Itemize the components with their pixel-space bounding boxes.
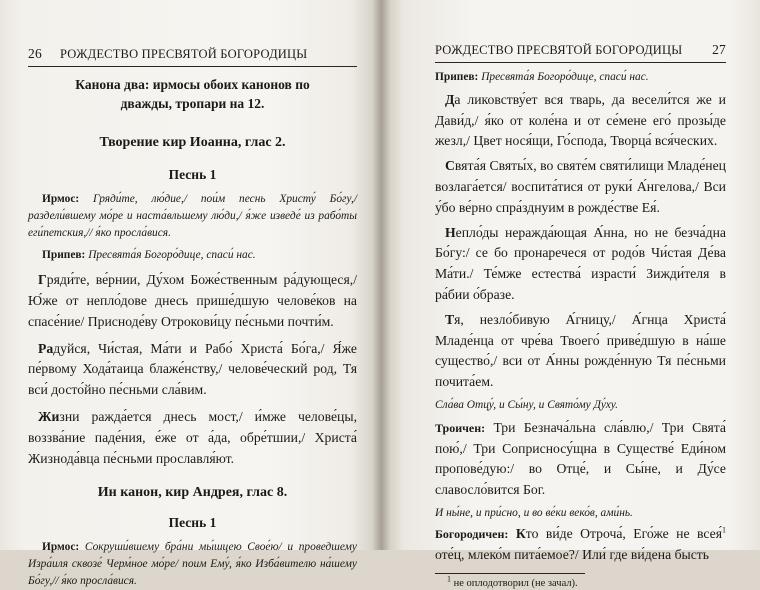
troparion-initial: Ра — [38, 340, 54, 356]
troparion-initial: С — [445, 158, 455, 174]
troparion-text: вята́я Святы́х, во святе́м святи́лищи Младе́нец возлага́ется/ воспита́тися от руки́ А́нгелова,/ Вси у́бо ве́рно спра́зднуим в рожде́стве Ея́. — [435, 158, 726, 215]
theotokion-initial: К — [515, 525, 526, 541]
troparion-initial: Г — [38, 272, 47, 288]
theotokion — [435, 524, 726, 566]
troparion-initial: Д — [445, 91, 455, 107]
left-running-title: РОЖДЕСТВО ПРЕСВЯТОЙ БОГОРОДИЦЫ — [60, 47, 308, 61]
canon1-title: Творение кир Иоанна, глас 2. — [99, 135, 286, 150]
refrain-label: Припев: — [42, 249, 86, 262]
irmos2-text: Сокруши́вшему бра́ни мы́шцею Свое́ю/ и проведшему Изра́иля сквозе́ Черм́ное мо́ре/ поим Ему́, я́ко Изба́вителю на́шему Бо́гу,// я́ко просла́вися. — [28, 541, 357, 587]
troparion-text: а ликовству́ет вся тварь, да весели́тся же и Дави́д,/ я́ко от коле́на и от се́мене его́ прозы́де жезл,/ Цвет нося́щи, Го́спода, Творца́ вся́ческих. — [435, 91, 726, 149]
refrain-paragraph — [435, 69, 726, 86]
irmos-paragraph — [28, 191, 357, 241]
right-page-number: 27 — [712, 42, 726, 57]
song1-title: Песнь 1 — [168, 167, 217, 182]
glory-doxology: Сла́ва Отцу́, и Сы́ну, и Свято́му Ду́ху. — [435, 398, 618, 411]
trinity-label: Троичен: — [435, 420, 486, 435]
refrain-text: Пресвята́я Богоро́дице, спаси́ нас. — [481, 71, 649, 83]
troparion-text: ряди́те, ве́рнии, Ду́хом Боже́ственным ра́дующеся,/ Ю́же от непло́довe днесь прише́дшую челове́ков на спасе́ние/ Присноде́ву Отрокови́цу пе́сньми почти́м. — [28, 272, 357, 329]
theotokion-label: Богородичен: — [435, 526, 509, 541]
trinity-text: Три Безнача́льна сла́влю,/ Три Свята́ пою́,/ Три Соприсносу́щна в Существе́ Еди́ном пропове́дую:/ во Отце́, и Сы́не, и Ду́се славосло́вится Бог. — [435, 419, 727, 498]
troparion — [28, 270, 357, 332]
troparion-initial: Н — [445, 224, 456, 240]
canon2-title: Ин канон, кир Андрея, глас 8. — [97, 485, 288, 501]
right-running-header — [435, 40, 726, 63]
troparion-text: епло́ды неражда́ющая А́нна, но не безча́дна Бо́гу:/ се бо пронаречеся от родо́в Чи́стая Де́ва Ма́ти./ Те́мже естества́ изрaсти́ Зижди́теля в ра́бии о́бразе. — [435, 224, 726, 302]
troparion — [28, 339, 357, 401]
left-running-header — [28, 44, 357, 67]
troparion — [435, 156, 726, 218]
theotokion-text-a: то ви́де Отроча́, Его́же не всея́ — [525, 525, 723, 541]
troparion-initial: Жи — [38, 408, 60, 424]
footnote-mark: 1 — [447, 574, 451, 584]
irmos-label: Ирмос: — [42, 193, 80, 205]
trinity-troparion — [435, 418, 726, 501]
footnote-text: не оплодотворил (не зачал). — [451, 578, 578, 590]
right-running-title: РОЖДЕСТВО ПРЕСВЯТОЙ БОГОРОДИЦЫ — [435, 43, 683, 57]
troparion — [28, 407, 357, 469]
left-page-number: 26 — [28, 46, 42, 61]
irmos2-paragraph — [28, 539, 357, 589]
troparion-text: дуйся, Чи́стая, Ма́ти и Рабо́ Христа́ Бо́га,/ Я́же пе́рвому Хода́таица блаже́нству,/ челове́ческий род, Тя вси́ досто́йно пе́сньми сла́вим. — [28, 340, 357, 398]
irmos-text: Гряди́те, лю́дие,/ пои́м песнь Христу́ Бо́гу,/ раздели́вшему мо́ре и наста́вльшему лю́ди,/ я́же изведе́ из рабо́ты еги́петския,// я́ко просла́вися. — [28, 193, 357, 239]
troparion — [435, 223, 726, 306]
troparion-initial: Т — [445, 311, 455, 327]
refrain-label: Припев: — [435, 71, 479, 83]
refrain-paragraph — [28, 247, 357, 264]
troparion-text: зни ражда́ется днесь мост,/ и́мже челове́цы, воззва́ние паде́ния, е́же от а́да, обре́тшии,/ Христа́ Жизнода́вца пе́сньми прославля́ют. — [28, 408, 357, 466]
footnote — [435, 574, 726, 590]
troparion — [435, 90, 726, 152]
canon-heading: Канона два: ирмосы обоих канонов по дважды, тропари на 12. — [75, 77, 310, 111]
irmos2-label: Ирмос: — [42, 541, 80, 554]
song2-title: Песнь 1 — [168, 515, 217, 531]
footnote-rule — [435, 573, 585, 574]
left-page — [0, 0, 381, 587]
troparion — [435, 310, 726, 393]
footnote-ref: 1 — [722, 525, 727, 535]
theotokion-text-b: оте́ц, млеко́м пита́емое?/ Или́ где ви́дена бысть — [435, 546, 710, 562]
now-doxology: И ны́не, и при́сно, и во ве́ки веко́в, ами́нь. — [435, 506, 633, 519]
right-page — [381, 0, 760, 590]
book-gutter — [372, 0, 390, 550]
refrain-text: Пресвята́я Богоро́дице, спаси́ нас. — [88, 249, 256, 262]
troparion-text: я, незло́бивую А́гницу,/ А́гнца Христа́ Младе́нца от чре́ва Твоего́ приве́дшую в на́ше существо́,/ вси от А́нны рожде́нную Тя пе́сньми почита́ем. — [435, 311, 726, 390]
